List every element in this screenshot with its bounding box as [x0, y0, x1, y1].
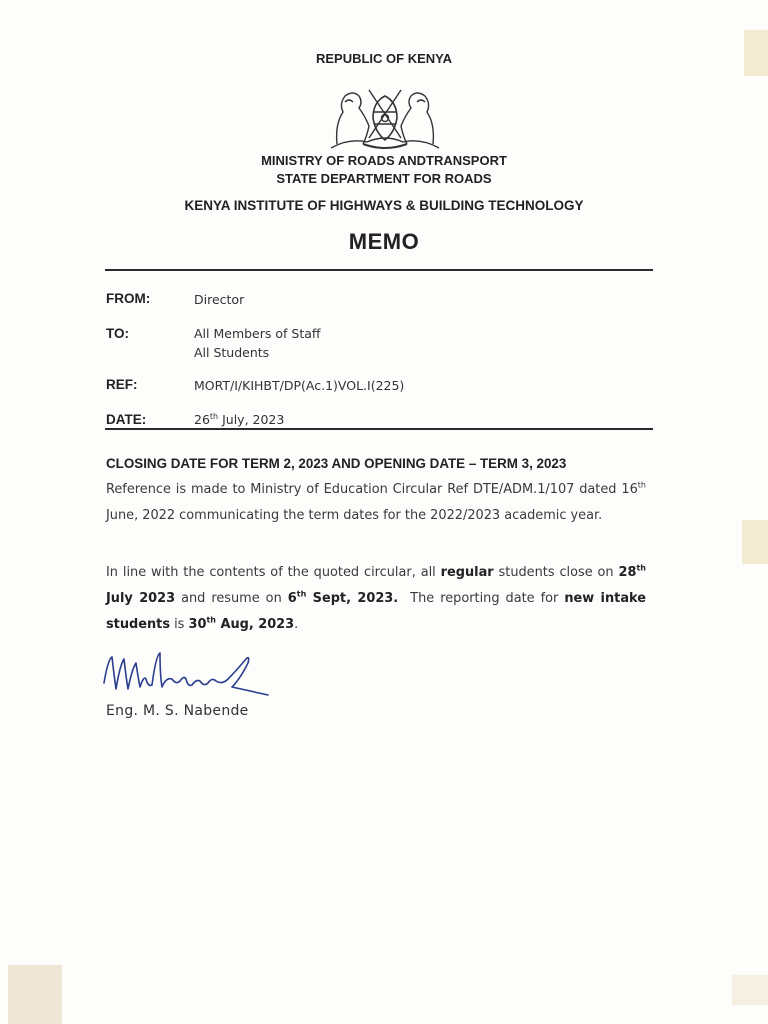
p2-regular: regular — [440, 565, 494, 580]
to-recipient-students: All Students — [194, 345, 270, 360]
p2-text-a: In line with the contents of the quoted circular, all — [106, 565, 441, 580]
date-label: DATE: — [106, 412, 147, 427]
date-day: 26 — [194, 412, 210, 427]
kenya-coat-of-arms-icon — [329, 82, 441, 152]
from-label: FROM: — [106, 291, 151, 306]
reporting-rest: Aug, 2023 — [215, 617, 295, 632]
closing-day: 28 — [618, 565, 637, 580]
ref-label: REF: — [106, 377, 138, 392]
resume-rest: Sept, 2023. — [306, 591, 399, 606]
handwritten-signature — [100, 645, 280, 705]
fields-divider — [105, 428, 653, 430]
to-recipient-staff: All Members of Staff — [194, 326, 321, 341]
institute-heading: KENYA INSTITUTE OF HIGHWAYS & BUILDING TECHNOLOGY — [184, 198, 584, 213]
republic-heading: REPUBLIC OF KENYA — [315, 51, 453, 66]
ref-value: MORT/I/KIHBT/DP(Ac.1)VOL.I(225) — [194, 378, 405, 393]
p2-text-c: and resume on — [175, 591, 288, 606]
resume-date — [288, 591, 398, 606]
scan-edge-mark — [8, 965, 62, 1024]
p2-new-intake: new intake students — [106, 591, 646, 632]
closing-sup: th — [636, 563, 646, 573]
memo-title: MEMO — [348, 229, 420, 254]
p2-text-b: students close on — [493, 565, 619, 580]
ministry-line-2: STATE DEPARTMENT FOR ROADS — [276, 171, 492, 186]
p2-text-f: . — [294, 617, 299, 632]
p1-text-a: Reference is made to Ministry of Education Circular Ref DTE/ADM.1/107 dated 16 — [106, 482, 638, 497]
to-value — [194, 324, 321, 362]
scan-edge-mark — [742, 520, 768, 564]
reporting-sup: th — [206, 615, 216, 625]
to-label: TO: — [106, 326, 129, 341]
paragraph-dates — [106, 560, 646, 638]
closing-rest: July 2023 — [106, 591, 176, 606]
resume-day: 6 — [287, 591, 297, 606]
date-rest: July, 2023 — [218, 412, 285, 427]
p2-text-d: The reporting date for — [398, 591, 565, 606]
header-divider — [105, 269, 653, 271]
signer-name: Eng. M. S. Nabende — [106, 703, 249, 719]
p1-sup: th — [637, 480, 646, 490]
p1-text-b: June, 2022 communicating the term dates for the 2022/2023 academic year. — [106, 508, 603, 523]
resume-sup: th — [296, 589, 307, 599]
paragraph-reference — [106, 477, 646, 529]
memo-subject: CLOSING DATE FOR TERM 2, 2023 AND OPENING DATE – TERM 3, 2023 — [106, 456, 567, 471]
scan-edge-mark — [732, 975, 768, 1005]
date-suffix: th — [209, 411, 219, 421]
date-value — [194, 410, 284, 429]
reporting-day: 30 — [188, 617, 207, 632]
p2-text-e: is — [170, 617, 189, 632]
ministry-line-1: MINISTRY OF ROADS ANDTRANSPORT — [261, 153, 507, 168]
from-value: Director — [194, 292, 245, 307]
reporting-date — [189, 617, 295, 632]
ministry-heading — [0, 152, 768, 188]
